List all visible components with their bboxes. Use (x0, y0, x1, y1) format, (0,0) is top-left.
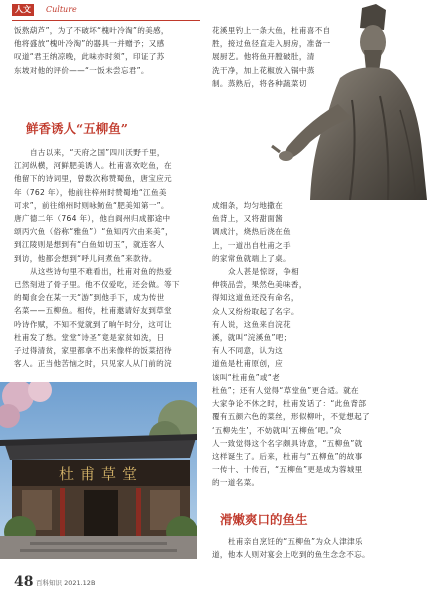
paragraph-line: 人一致觉得这个名字颇具诗意，“五柳鱼”就 (212, 438, 363, 448)
paragraph-line: 成细条，均匀地撒在 (212, 201, 284, 210)
paragraph-line: 子过得清贫，家里都拿不出来像样的饭菜招待 (14, 346, 172, 356)
paragraph-line: 饭熬葫芦”，为了不破坏“槐叶冷淘”的美感， (14, 26, 169, 35)
paragraph-line: 鱼背上，又将甜面酱 (212, 214, 284, 224)
paragraph-line: 杜鱼”；还有人觉得“草堂鱼”更合适。就在 (212, 386, 359, 395)
plaque-text: 杜甫草堂 (58, 465, 144, 483)
paragraph-line: 覆有五颜六色的菜丝，形似柳叶，不觉想起了 (212, 412, 370, 422)
paragraph-line: 他留下的诗词里，曾数次称赞蜀鱼，唐宝应元 (14, 174, 172, 184)
paragraph-line: 大家争论不休之时，杜甫发话了：“此鱼背部 (212, 399, 367, 409)
right-column-bottom-text (212, 384, 370, 490)
paragraph-line: 他将盛放“槐叶冷淘”的器具一并赠予；又感 (14, 39, 165, 49)
paragraph-line: 胜，接过鱼径直走入厨房，准备一 (212, 39, 331, 49)
paragraph-line: 江河纵横，河鲜肥美诱人。杜甫喜欢吃鱼，在 (14, 161, 172, 171)
paragraph-line: 自古以来，“天府之国”四川沃野千里， (30, 148, 165, 157)
section-title-wuliu-fish: 鲜香诱人“五柳鱼” (26, 121, 128, 136)
paragraph-line: 年（762 年），他前往梓州时赞蜀地“江鱼美 (14, 187, 167, 197)
paragraph-line: ‘五柳先生’，不妨就叫‘五柳鱼’吧。”众 (212, 425, 342, 435)
paragraph-line: 可求”，前往绵州时则咏鲂鱼“肥美知第一”。 (14, 200, 169, 210)
right-column-mid-text (212, 199, 307, 384)
paragraph-line: 花溪里钓上一条大鱼，杜甫喜不自 (212, 26, 331, 35)
paragraph-line: 得知这道鱼还没有命名， (212, 293, 299, 303)
paragraph-line: 的家常鱼就端上了桌。 (212, 253, 291, 263)
section-title-fish-sashimi: 滑嫩爽口的鱼生 (220, 512, 308, 527)
paragraph-line: 一传十、十传百，“五柳鱼”更是成为蓉城里 (212, 465, 363, 475)
paragraph-line: 杜甫发了愁。堂堂“诗圣”竟是家贫如洗，日 (14, 332, 165, 342)
paragraph-line: 到江陵则是想到有“白鱼如切玉”，就连客人 (14, 240, 165, 250)
paragraph-line: 调成汁，烧热后浇在鱼 (212, 227, 291, 237)
paragraph-line: 唐广德二年（764 年），他自阆州归成都途中 (14, 214, 171, 224)
section-tag: 人文 (12, 4, 34, 16)
paragraph-line: 众人甚是惊讶，争相 (228, 267, 300, 277)
paragraph-line: 溪，就叫“浣溪鱼”吧； (212, 333, 292, 343)
paragraph-line: 从这些诗句里不难看出，杜甫对鱼的热爱 (30, 266, 173, 276)
paragraph-line: 到访，他都会想到“呼儿问煮鱼”来款待。 (14, 253, 157, 263)
right-column-top-text (212, 24, 330, 90)
paragraph-line: 东坡对他的评价——“一饭未尝忘君”。 (14, 65, 149, 75)
paragraph-line: 道，他本人则对宴会上吃到的鱼生念念不忘。 (212, 550, 370, 560)
paragraph-line: 的一道名菜。 (212, 478, 260, 488)
paragraph-line: 上，一道出自杜甫之手 (212, 240, 291, 250)
paragraph-line: 伸筷品尝，果然色美味香， (212, 280, 307, 290)
page-number: 48 (14, 574, 34, 590)
paragraph-line: 制。蒸熟后，将各种蔬菜切 (212, 78, 307, 88)
paragraph-line: 有人不同意，认为这 (212, 346, 284, 356)
paragraph-line: 的蜀食会在某一天“游”到他手下，成为传世 (14, 293, 165, 303)
right-column-last-text (212, 535, 370, 561)
paragraph-line: 吟诗作赋，不知不觉就到了晌午时分，这可让 (14, 319, 172, 329)
paragraph-line: 叹道“君王纳凉晚，此味亦时须”，印证了苏 (14, 52, 165, 62)
paragraph-line: 颂丙穴鱼（俗称“雅鱼”）“鱼知丙穴由来美”， (14, 227, 174, 237)
paragraph-line: 众人又纷纷取起了名字。 (212, 306, 299, 316)
left-column-main-text (14, 146, 180, 370)
section-english: Culture (46, 5, 77, 14)
paragraph-line: 这样诞生了。后来，杜甫与“五柳鱼”的故事 (212, 452, 363, 462)
paragraph-line: 已然刻进了骨子里。他不仅爱吃，还会做。等下 (14, 280, 180, 290)
paragraph-line: 客人。正当他苦恼之时，只见家人从门前的浣 (14, 359, 172, 369)
paragraph-line: 有人说，这鱼来自浣花 (212, 319, 291, 329)
paragraph-line: 道鱼是杜甫原创，应 (212, 359, 284, 369)
paragraph-line: 名菜——五柳鱼。相传，杜甫邀请好友到草堂 (14, 306, 172, 316)
paragraph-line: 洗干净，加上花椒放入锅中蒸 (212, 65, 315, 75)
header-rule (12, 20, 200, 21)
paragraph-line: 展厨艺。他将鱼开膛破肚，清 (212, 52, 315, 62)
publication-name: 百科知识 2021.12B (36, 579, 96, 587)
paragraph-line: 杜甫亲自烹饪的“五柳鱼”为众人津津乐 (228, 537, 363, 546)
thatched-cottage-photo (0, 382, 197, 559)
left-column-top-text (14, 24, 169, 77)
paragraph-line: 该叫“杜甫鱼”或“老 (212, 372, 280, 382)
